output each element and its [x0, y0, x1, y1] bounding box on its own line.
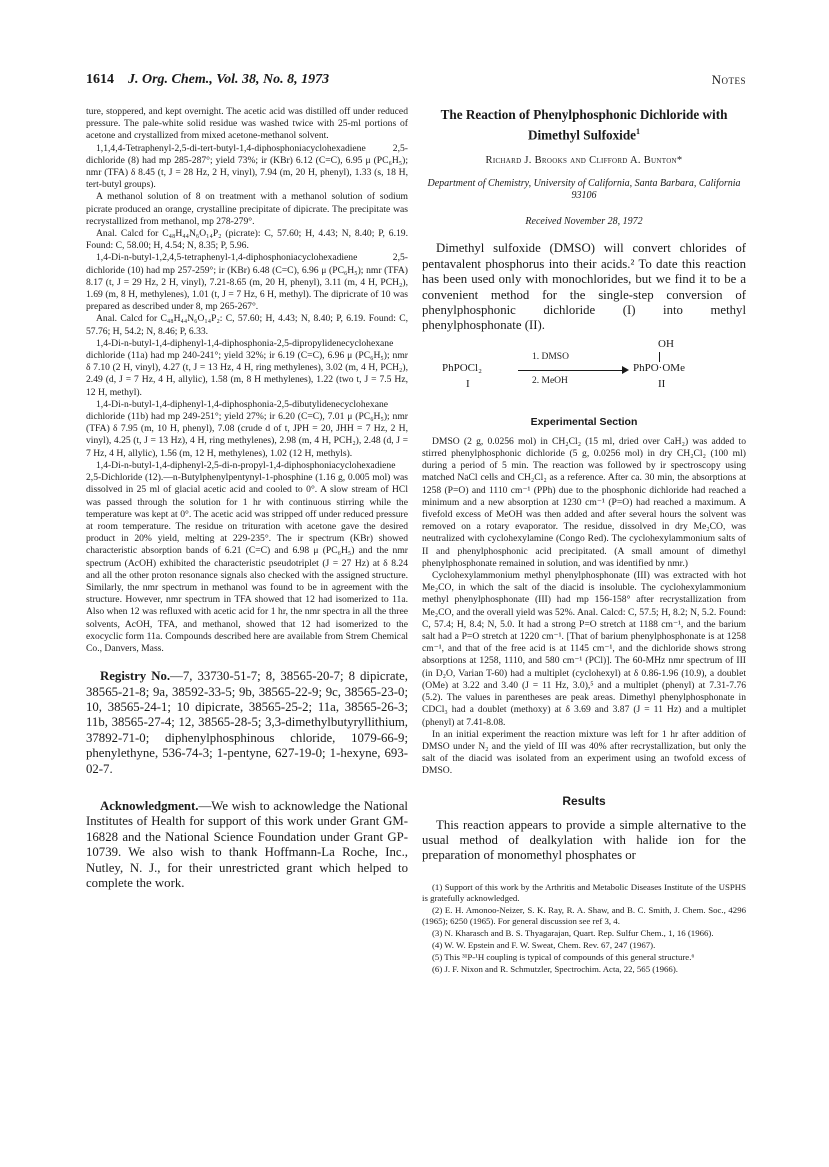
title-footnote-mark: 1	[636, 127, 641, 136]
footnote: (6) J. F. Nixon and R. Schmutzler, Spectrochim. Acta, 22, 565 (1966).	[432, 963, 678, 974]
paragraph: ture, stoppered, and kept overnight. The acetic acid was distilled off under reduced pressure. The pale-white solid residue was washed twice with 25-ml portions of acetone and crystallized from mixed acetone-methanol solvent.	[86, 106, 408, 142]
product-oh: OH	[658, 337, 674, 350]
arrowhead	[622, 366, 629, 374]
footnote: (1) Support of this work by the Arthritis and Metabolic Diseases Institute of the USPHS is gratefully acknowledged.	[422, 881, 746, 903]
footnote: (2) E. H. Amonoo-Neizer, S. K. Ray, R. A. Shaw, and B. C. Smith, J. Chem. Soc., 4296 (1965); 6250 (1965). For general discussion see ref 3, 4.	[422, 904, 746, 926]
reaction-arrow	[518, 370, 626, 371]
experimental-section: DMSO (2 g, 0.0256 mol) in CH₂Cl₂ (15 ml, dried over CaH₂) was added to stirred phenylphosphonic dichloride (5 g, 0.0256 mol) in dry CH₂Cl₂ (100 ml) during a period of 5 min. The reaction was followed by ir spectroscopy using matched NaCl cells and CH₂Cl₂ as a reference. After ca. 30 min, the absorptions at 1258 (P=O) and 1110 cm⁻¹ (PPh) due to the phosphonic dichloride had reached a minimum and a new absorption at 1230 cm⁻¹ (P=O) had reached a maximum. A fivefold excess of MeOH was then added and after several hours the solvent was removed on a rotary evaporator. The residue, dissolved in dry Me₂CO, was neutralized with cyclohexylamine (Congo Red). The cyclohexylammonium salts of II and phenylphosphonic acid precipitated. (A small amount of dimethyl phenylphosphonate remained in solution, and was identified by nmr.) Cyclohexylammonium methyl phenylphosphonate (III) was extracted with hot Me₂CO, in which the salt of the diacid is insoluble. The cyclohexylammonium methyl phenylphosphonate (III) had mp 156-158° after recrystallization from Me₂CO, and the overall yield was 52%. Anal. Calcd: C, 57.5; H, 8.2; N, 5.2. Found: C, 57.4; H, 8.4; N, 5.0. It had a strong P=O stretch at 1188 cm⁻¹, and the barium salt had a P=O stretch at 1220 cm⁻¹. [That of barium phenylphosphonate is at 1258 cm⁻¹, and that of the free acid is at 1145 cm⁻¹, and the dichloride shows strong absorptions at 1258, 1110, and 580 cm⁻¹ (PCl)]. The 60-MHz nmr spectrum of III (in D₂O, Varian T-60) had a multiplet (cyclohexyl) at δ 0.86-1.96 (10.9), a doublet (OMe) at 3.22 and 3.40 (J = 11 Hz, 3.0),⁵ and a multiplet (phenyl) at 7.31-7.76 (5.2). The values in parentheses are peak areas. Dimethyl phenylphosphonate in CDCl₃ had a doublet (methoxy) at δ 3.69 and 3.87 (J = 11 Hz) and a multiplet (phenyl) at 7.41-8.08. In an initial experiment the reaction mixture was left for 1 hr after addition of DMSO under N₂ and the yield of III was 40% after recrystallization, but only the salt of the diacid was isolated from an experiment using an twofold excess of DMSO.	[422, 435, 746, 777]
journal-citation: J. Org. Chem., Vol. 38, No. 8, 1973	[128, 72, 330, 87]
reagent-step2: 2. MeOH	[532, 375, 568, 386]
product: PhPO·OMe	[633, 361, 685, 374]
footnote: (4) W. W. Epstein and F. W. Sweat, Chem. Rev. 67, 247 (1967).	[432, 939, 656, 950]
paragraph: 1,4-Di-n-butyl-1,2,4,5-tetraphenyl-1,4-diphosphoniacyclohexadiene 2,5-dichloride (10) had mp 257-259°; ir (KBr) 6.48 (C=C), 6.96 μ (PC₆H₅); nmr (TFA) 8.17 (t, J = 29 Hz, 2 H, vinyl), 7.21-8.65 (m, 20 H, phenyl), 3.11 (m, 4 H, PCH₂), 1.69 (m, 8 H, methylenes), 1.01 (t, J = 7 Hz, 6 H, methyl). The dipricrate of 10 was prepared as described under 8, mp 265-267°.	[86, 252, 408, 313]
results-heading: Results	[562, 793, 606, 808]
experimental-heading: Experimental Section	[530, 415, 638, 428]
footnote: (3) N. Kharasch and B. S. Thyagarajan, Quart. Rep. Sulfur Chem., 1, 16 (1966).	[432, 927, 714, 938]
registry-numbers	[86, 669, 408, 777]
footnotes	[422, 882, 746, 975]
results-text: This reaction appears to provide a simple alternative to the usual method of dealkylation with halide ion for the preparation of monomethyl phosphates or	[422, 817, 746, 863]
paragraph: 1,4-Di-n-butyl-1,4-diphenyl-1,4-diphosphonia-2,5-dibutylidenecyclohexane dichloride (11b) had mp 249-251°; yield 27%; ir 6.20 (C=C), 7.01 μ (PC₆H₅); nmr (TFA) δ 7.95 (m, 10 H, phenyl), 7.08 (crude d of t, JPH = 20, JHH = 7 Hz, 2 H, vinyl), 4.25 (t, J = 13 Hz), 4 H, ring methylenes), 2.98 (m, 4 H, PCH₂), 2.48 (d, J = 7 Hz, 4 H, allylic), 1.56 (m, 12 H, methylenes), 1.02 (12 H, methyls).	[86, 398, 408, 459]
registry-label: Registry No.	[100, 669, 171, 684]
page-number: 1614	[86, 72, 114, 87]
paragraph: 1,4-Di-n-butyl-1,4-diphenyl-1,4-diphosphonia-2,5-dipropylidenecyclohexane dichloride (11a) had mp 240-241°; yield 32%; ir 6.19 (C=C), 6.96 μ (PC₆H₅); nmr δ 7.10 (2 H, vinyl), 4.27 (t, J = 13 Hz, 4 H, ring methylenes), 3.02 (m, 4 H, PCH₂), 2.49 (d, J = 7 Hz, 4 H, allylic), 1.58 (m, 8 H methylenes), 1.22 (two t, J = 7.5 Hz, 12 H, methyl).	[86, 337, 408, 398]
acknowledgment-text: —We wish to acknowledge the National Institutes of Health for support of this work under Grant GM-16828 and the National Science Foundation under Grant GP-10739. We also wish to thank Hoffmann-La Roche, Inc., Nutley, N. J., for their unrestricted grant which helped to complete the work.	[86, 798, 408, 891]
experimental-continuation	[86, 106, 408, 655]
section-label: Notes	[711, 72, 746, 87]
page-number-and-journal	[86, 72, 329, 88]
paragraph: A methanol solution of 8 on treatment with a methanol solution of sodium picrate produced an orange, crystalline precipitate of dipicrate. The precipitate was recrystallized from methanol, mp 278-279°.	[86, 191, 408, 227]
left-column	[86, 106, 408, 1106]
introduction: Dimethyl sulfoxide (DMSO) will convert chlorides of pentavalent phosphorus into their acids.² To date this reaction has been used only with monochlorides, but we find it to be a convenient method for the single-step conversion of phenylphosphonic dichloride (I) into methyl phenylphosphonate (II).	[422, 241, 746, 333]
footnote: (5) This ³¹P-¹H coupling is typical of compounds of this general structure.⁶	[432, 951, 695, 962]
acknowledgment	[86, 799, 408, 891]
reaction-scheme	[422, 337, 746, 402]
bond-line	[659, 352, 660, 362]
affiliation: Department of Chemistry, University of California, Santa Barbara, California 93106	[427, 178, 741, 202]
acknowledgment-label: Acknowledgment.	[100, 798, 199, 813]
page-header	[86, 72, 746, 92]
product-label: II	[658, 377, 666, 390]
paragraph: 1,4-Di-n-butyl-1,4-diphenyl-2,5-di-n-propyl-1,4-diphosphoniacyclohexadiene 2,5-Dichloride (12).—n-Butylphenylpentynyl-1-phosphine (1.16 g, 0.005 mol) was dissolved in 25 ml of glacial acetic acid and cooled to 0°. A slow stream of HCl was passed through the solution for 1 hr with continuous stirring while the temperature was kept at 0°. The acetic acid was stripped off under reduced pressure at room temperature. The residue on trituration with acetone gave the desired product in 20% yield, melting at 229-235°. The ir spectrum (KBr) showed characteristic absorption bands of 6.21 (C=C) and 6.98 μ (PC₆H₅) and the nmr spectrum (AcOH) exhibited the characteristic pseudotriplet (J = 27 Hz) at δ 8.24 and all the other proton resonance signals also checked with the assigned structure. Similarly, the nmr spectrum in methanol was found to be in agreement with the structure. However, nmr spectrum in TFA showed that 12 had isomerized to 11a. Also when 12 was refluxed with acetic acid for 1 hr, the nmr spectra in all the three solvents, AcOH, TFA, and methanol, showed that 12 had isomerized to the exocyclic form 11a. Compounds described here are available from Strem Chemical Co., Danvers, Mass.	[86, 459, 408, 654]
registry-text: —7, 33730-51-7; 8, 38565-20-7; 8 dipicrate, 38565-21-8; 9a, 38592-33-5; 9b, 38565-22-9; 9c, 38565-23-0; 10, 38565-24-1; 10 dipicrate, 38565-25-2; 11a, 38565-26-3; 11b, 38565-27-4; 12, 38565-28-5; 3,3-dimethylbutyryllithium, 37892-71-0; diphenylphosphinous chloride, 1079-66-9; phenylethyne, 536-74-3; 1-pentyne, 627-19-0; 1-hexyne, 693-02-7.	[86, 669, 408, 776]
paragraph: Anal. Calcd for C₄₈H₄₄N₆O₁₄P₂: C, 57.60; H, 4.43; N, 8.40; P, 6.19. Found: C, 57.76; H, 54.2; N, 8.46; P, 6.33.	[86, 313, 408, 337]
paragraph: Anal. Calcd for C₄₈H₄₄N₆O₁₄P₂ (picrate): C, 57.60; H, 4.43; N, 8.40; P, 6.19. Found: C, 58.00; H, 4.54; N, 8.35; P, 5.96.	[86, 228, 408, 252]
received-date: Received November 28, 1972	[525, 216, 643, 228]
reagent-step1: 1. DMSO	[532, 351, 569, 362]
authors: Richard J. Brooks and Clifford A. Bunton*	[485, 155, 683, 167]
reactant-label: I	[466, 377, 470, 390]
article-title: The Reaction of Phenylphosphonic Dichloride with Dimethyl Sulfoxide$^1$	[440, 107, 728, 143]
reactant: PhPOCl₂	[442, 361, 482, 374]
paragraph: 1,1,4,4-Tetraphenyl-2,5-di-tert-butyl-1,4-diphosphoniacyclohexadiene 2,5-dichloride (8) had mp 285-287°; yield 73%; ir (KBr) 6.12 (C=C), 6.95 μ (PC₆H₅); nmr (TFA) δ 8.45 (t, J = 28 Hz, 2 H, vinyl), 7.94 (m, 20 H, phenyl), 1.33 (s, 18 H, tert-butyl groups).	[86, 142, 408, 191]
right-column	[422, 106, 746, 1106]
